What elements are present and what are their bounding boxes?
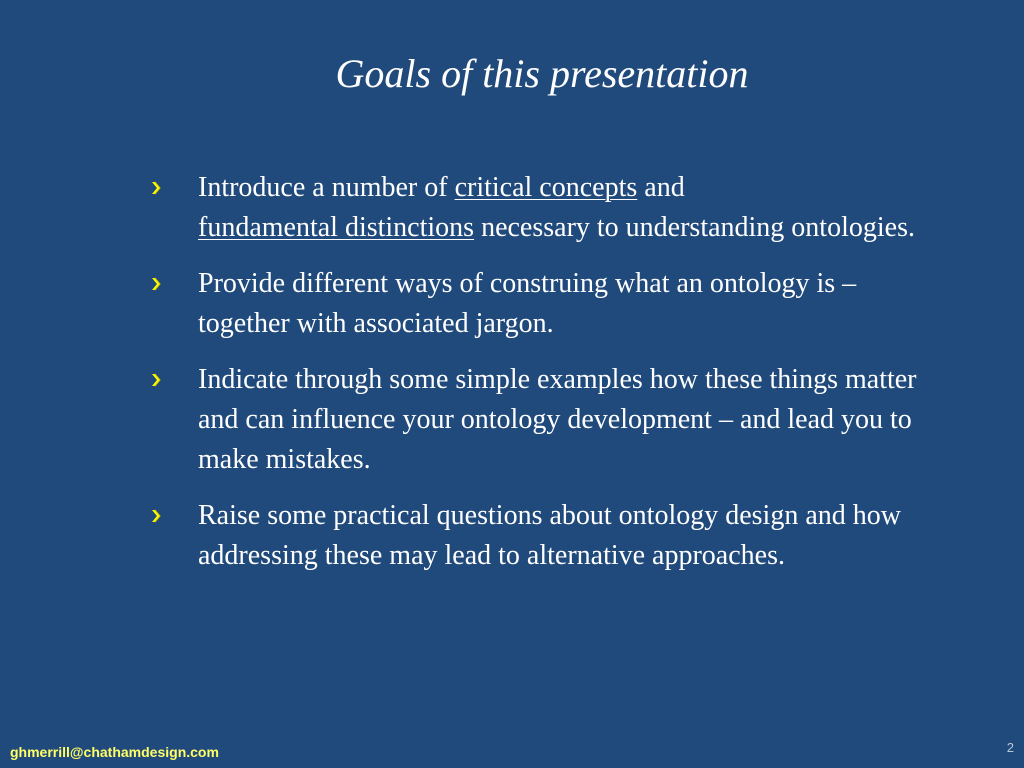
slide-number: 2: [1006, 740, 1014, 755]
chevron-right-arrow-icon: [150, 277, 164, 291]
chevron-right-arrow-icon: [150, 181, 164, 195]
bullet-item-4: [150, 496, 930, 576]
bullet-list: [150, 168, 930, 592]
chevron-right-arrow-icon: [150, 373, 164, 387]
critical-concepts-link: critical concepts: [454, 172, 638, 203]
bullet-2-text: Provide different ways of construing what an ontology is – together with associated jargon.: [198, 268, 857, 339]
bullet-1-text-b: and: [637, 172, 685, 203]
fundamental-distinctions-link: fundamental distinctions: [198, 212, 475, 243]
bullet-1-text-a: Introduce a number of: [198, 172, 455, 203]
slide-title: Goals of this presentation: [335, 51, 749, 96]
bullet-item-3: [150, 360, 930, 480]
bullet-3-text: Indicate through some simple examples how these things matter and can influence your ontology development – and lead you to make mistakes.: [198, 364, 917, 475]
chevron-right-arrow-icon: [150, 509, 164, 523]
bullet-1-text-c: necessary to understanding ontologies.: [474, 212, 915, 243]
bullet-item-2: [150, 264, 930, 344]
footer-email: ghmerrill@chathamdesign.com: [10, 744, 219, 760]
title-container: [300, 50, 784, 98]
bullet-4-text: Raise some practical questions about ontology design and how addressing these may lead to alternative approaches.: [198, 500, 901, 571]
bullet-item-1: [150, 168, 930, 248]
